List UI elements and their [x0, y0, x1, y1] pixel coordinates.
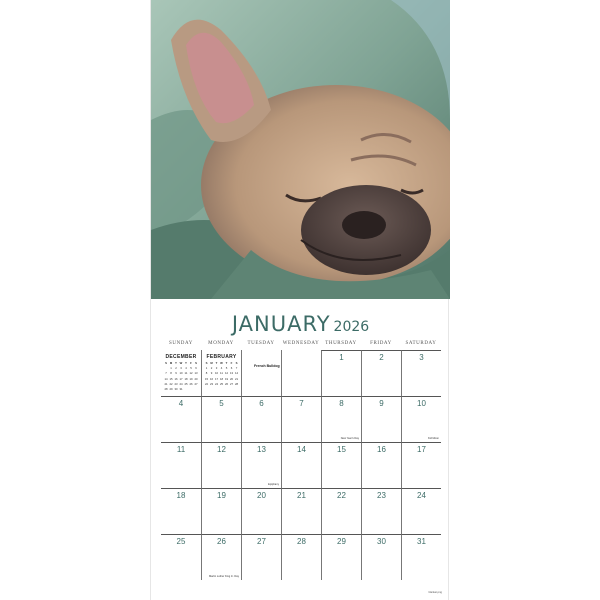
weekday-label: THURSDAY: [325, 341, 357, 346]
mini-day: 13: [194, 371, 198, 376]
day-cell: [321, 488, 361, 534]
mini-day: 14: [234, 371, 239, 376]
mini-day: 15: [204, 376, 209, 381]
french-bulldog-photo: [151, 0, 450, 299]
mini-calendar-february: [201, 350, 241, 396]
day-number: 25: [176, 537, 186, 546]
day-cell: [241, 396, 281, 442]
day-number: 31: [417, 537, 426, 546]
weeks-grid: [161, 350, 441, 580]
mini-day: 28: [234, 381, 239, 386]
mini-day: 14: [164, 376, 168, 381]
mini-calendar-title: FEBRUARY: [206, 354, 237, 360]
mini-day: 26: [224, 381, 229, 386]
month-year: 2026: [333, 319, 370, 335]
day-number: 1: [339, 353, 344, 362]
mini-day: 9: [210, 371, 213, 376]
day-cell: [201, 488, 241, 534]
day-cell: [361, 350, 401, 396]
mini-day: 4: [220, 366, 223, 371]
mini-calendar-title: DECEMBER: [165, 354, 197, 360]
calendar-grid: [161, 338, 441, 580]
day-number: 14: [297, 445, 306, 454]
empty-day-cell: [281, 350, 321, 396]
day-cell: [161, 396, 201, 442]
day-cell: [241, 534, 281, 580]
mini-day: 8: [170, 371, 172, 376]
weekday-label: FRIDAY: [370, 341, 392, 346]
day-cell: [361, 488, 401, 534]
mini-day: 24: [214, 381, 219, 386]
day-number: 16: [377, 445, 386, 454]
mini-day: 11: [220, 371, 223, 376]
holiday-label: New Year's Day: [340, 437, 359, 440]
mini-day: 10: [179, 371, 183, 376]
mini-day: 19: [189, 376, 193, 381]
day-cell: [401, 534, 441, 580]
mini-day: 6: [195, 366, 197, 371]
day-number: 5: [219, 399, 224, 408]
weekday-label: WEDNESDAY: [282, 341, 320, 346]
holiday-label: Epiphany: [268, 483, 279, 486]
mini-day: 21: [164, 381, 168, 386]
mini-day: 2: [210, 366, 213, 371]
mini-weekday: T: [175, 361, 177, 365]
day-number: 4: [178, 399, 184, 408]
day-cell: [361, 396, 401, 442]
day-cell: [321, 396, 361, 442]
day-cell: [401, 350, 441, 396]
mini-day: 28: [164, 387, 168, 392]
mini-day: 11: [184, 371, 188, 376]
holiday-label: Martin Luther King Jr. Day: [209, 575, 239, 578]
mini-day: 12: [189, 371, 193, 376]
mini-weekday: F: [190, 361, 192, 365]
day-cell: [321, 534, 361, 580]
day-number: 9: [379, 399, 384, 408]
mini-day: 18: [184, 376, 188, 381]
day-number: 3: [419, 353, 424, 362]
mini-weekday: W: [220, 361, 223, 365]
weekday-label: SUNDAY: [169, 341, 193, 346]
weekday-header: [161, 338, 441, 350]
day-cell: [401, 396, 441, 442]
day-number: 27: [257, 537, 266, 546]
day-cell: [281, 534, 321, 580]
day-number: 20: [257, 491, 266, 500]
mini-day: 3: [180, 366, 182, 371]
weekday-label: SATURDAY: [405, 341, 437, 346]
day-number: 8: [339, 399, 344, 408]
day-cell: [201, 396, 241, 442]
mini-day: 15: [169, 376, 173, 381]
day-cell: [401, 442, 441, 488]
month-heading: [151, 312, 450, 336]
day-number: 29: [337, 537, 346, 546]
mini-weekday: T: [185, 361, 187, 365]
day-number: 19: [217, 491, 226, 500]
day-number: 30: [377, 537, 386, 546]
mini-day: 7: [235, 366, 238, 371]
mini-day: 16: [209, 376, 214, 381]
mini-day: 4: [185, 366, 187, 371]
mini-day: 19: [224, 376, 229, 381]
day-cell: [241, 442, 281, 488]
day-number: 7: [299, 399, 304, 408]
mini-day: 5: [190, 366, 192, 371]
mini-weekday: F: [230, 361, 233, 365]
mini-day: 3: [215, 366, 218, 371]
mini-day: 31: [179, 387, 183, 392]
day-cell: [361, 534, 401, 580]
mini-day: 23: [209, 381, 214, 386]
day-number: 10: [417, 399, 426, 408]
day-number: 12: [217, 445, 226, 454]
day-cell: [401, 488, 441, 534]
mini-day: 25: [184, 381, 188, 386]
empty-day-cell: [241, 350, 281, 396]
mini-day: 5: [225, 366, 228, 371]
mini-weekday: M: [169, 361, 173, 365]
mini-day: 24: [179, 381, 183, 386]
mini-day: 23: [174, 381, 178, 386]
mini-day: 7: [165, 371, 167, 376]
day-number: 26: [217, 537, 226, 546]
day-cell: [321, 442, 361, 488]
mini-weekday: M: [210, 361, 213, 365]
day-number: 17: [417, 445, 426, 454]
mini-day: [194, 387, 199, 392]
day-number: 24: [417, 491, 426, 500]
day-number: 15: [337, 445, 346, 454]
mini-day: 17: [214, 376, 219, 381]
mini-day: 10: [214, 371, 219, 376]
mini-weekday: W: [179, 361, 183, 365]
day-number: 21: [297, 491, 306, 500]
weekday-label: MONDAY: [208, 341, 234, 346]
day-number: 23: [377, 491, 386, 500]
holiday-label: Kid Moon: [428, 437, 439, 440]
day-cell: [201, 442, 241, 488]
credit-text: blanket.png: [428, 591, 442, 594]
mini-weekday: S: [235, 361, 238, 365]
mini-day: 20: [229, 376, 234, 381]
day-cell: [161, 442, 201, 488]
mini-day: 17: [179, 376, 183, 381]
day-number: 18: [176, 491, 186, 500]
day-cell: [361, 442, 401, 488]
day-number: 11: [176, 445, 186, 454]
day-cell: [281, 488, 321, 534]
photo-illustration: [151, 0, 450, 299]
mini-day: 18: [219, 376, 224, 381]
mini-day: 22: [169, 381, 173, 386]
day-cell: [321, 350, 361, 396]
mini-calendar-grid: [202, 361, 241, 387]
mini-day: 8: [205, 371, 208, 376]
mini-day: 1: [205, 366, 208, 371]
day-cell: [161, 534, 201, 580]
day-number: 6: [259, 399, 264, 408]
mini-weekday: T: [215, 361, 218, 365]
day-note: French Bulldog: [254, 364, 280, 368]
day-number: 13: [257, 445, 266, 454]
weekday-label: TUESDAY: [247, 341, 275, 346]
mini-day: 25: [219, 381, 224, 386]
day-number: 2: [379, 353, 384, 362]
mini-calendar-grid: [161, 361, 201, 392]
day-cell: [281, 396, 321, 442]
day-cell: [161, 488, 201, 534]
mini-day: 30: [174, 387, 178, 392]
day-number: 22: [337, 491, 346, 500]
mini-day: 20: [194, 376, 198, 381]
mini-weekday: S: [165, 361, 167, 365]
mini-day: 21: [234, 376, 239, 381]
mini-day: 1: [170, 366, 172, 371]
mini-day: 27: [229, 381, 234, 386]
day-number: 28: [297, 537, 306, 546]
day-cell: [201, 534, 241, 580]
mini-calendar: [161, 354, 201, 392]
day-cell: [281, 442, 321, 488]
mini-day: 26: [189, 381, 193, 386]
mini-day: 16: [174, 376, 178, 381]
mini-day: 13: [229, 371, 234, 376]
calendar-page: [150, 0, 449, 600]
mini-weekday: T: [225, 361, 228, 365]
mini-day: 27: [194, 381, 198, 386]
mini-day: 29: [169, 387, 173, 392]
month-name: JANUARY: [231, 312, 331, 336]
mini-day: 9: [175, 371, 177, 376]
mini-calendar-december: [161, 350, 201, 396]
mini-day: 2: [175, 366, 177, 371]
mini-day: 12: [224, 371, 229, 376]
day-cell: [241, 488, 281, 534]
mini-calendar: [202, 354, 241, 387]
mini-weekday: S: [205, 361, 208, 365]
mini-day: 22: [204, 381, 209, 386]
mini-weekday: S: [195, 361, 197, 365]
mini-day: 6: [230, 366, 233, 371]
